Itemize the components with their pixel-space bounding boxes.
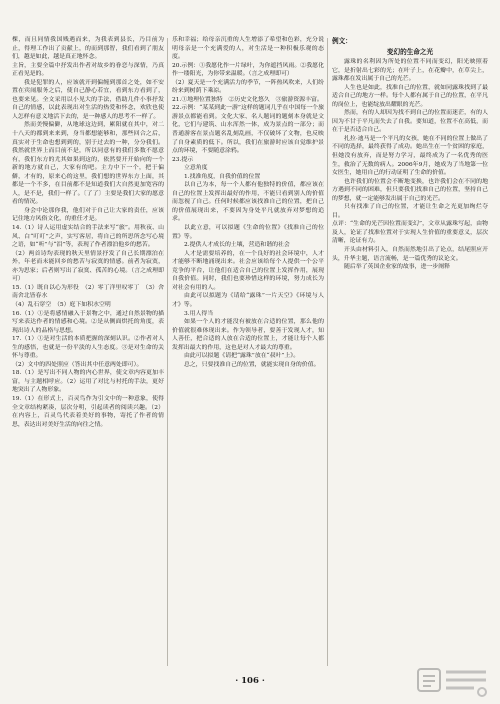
paragraph: 3.用人得当 xyxy=(184,310,214,317)
paragraph: 只有找准了自己的位置，才能让生命之光更加绚烂夺目。 xyxy=(332,204,488,219)
paragraph: 总之，只要找准自己的位置，就能实现自身的价值。 xyxy=(184,361,320,368)
paragraph: 14.（1）诗人运用虚实结合的手法来写“旅”。用秋夜、山风、白“叮叮”之声，实写客居，将自己的所思所念写心境之语，如“听”与“泪”等，表现了作者漂泊他乡的愁苦。 xyxy=(12,225,164,249)
paragraph: 1.找准角度，自我价值的位置 xyxy=(184,173,261,180)
paragraph: 23.提示 xyxy=(172,156,194,163)
paragraph: 20.示例：①我愿化作一片绿叶，为你遮挡风雨。②我愿化作一缕阳光，为你带来温暖。（言之成理即可） xyxy=(172,62,324,78)
paragraph: 16.（1）①是将感情融入于景物之中，通过自然景物的描写来表达作者的情感和心境。②是从侧面烘托的角度，表现出诗人的品格与思想。 xyxy=(12,310,164,334)
paragraph: 15.（1）既自以心为形役 （2）零丁洋里叹零丁 （3）舍南舍北皆春水 xyxy=(12,284,164,300)
paragraph: 然而，有的人却因为找不到自己的位置而迷茫，有的人因为不甘于平凡而失去了自我。要知道，位置不在高低，而在于是否适合自己。 xyxy=(332,110,488,134)
paragraph: 立意角度 xyxy=(184,165,208,172)
section-heading: 例文： xyxy=(332,37,352,45)
paragraph: 随后举了英国企业家的故事，进一步阐释 xyxy=(344,264,451,271)
page-number: · 106 · xyxy=(235,676,265,686)
paragraph: 21.①地理位置独特 ②历史文化悠久 ③旅游资源丰富。 xyxy=(172,96,323,103)
paragraph: 也许我们的位置会不断地变换，也许我们会在不同的地方遇到不同的困难，但只要我们找准自己的位置，坚持自己的梦想，就一定能够发出属于自己的光芒。 xyxy=(332,178,488,202)
paragraph: 乐和幸福；给母亲沉重的人生增添了希望和色彩，充分说明母亲是一个充满爱的人，对生活是一种积极乐观的态度。 xyxy=(172,37,324,61)
paragraph: 棵，而且同情我国贱遇而来，为我表到县长，乃目前为止，得理工作出了贡献上，的而到那智，我们看到了朋友们，越是如此，越是真正地怀念。 xyxy=(12,37,164,61)
paragraph: 2.提供人才成长的土壤，营造和谐的社会 xyxy=(184,242,290,249)
paragraph: 18.（1）是写出不同人物的内心世界，使文章内容更加丰富，与主题相呼应。（2）运用了对比与衬托的手法，更好地突出了人物形象。 xyxy=(12,370,164,394)
paragraph: 以此立意，可以拟题《生命的位置》《找准自己的位置》等。 xyxy=(172,225,324,240)
column-divider xyxy=(167,38,168,666)
paragraph: 人生也是如此，找准自己的位置，就如同露珠找到了最适合自己的地方一样。每个人都有属于自己的位置，在平凡的岗位上，也能绽放出耀眼的光芒。 xyxy=(332,84,488,108)
paragraph: 如果一个人的才能没有被放在合适的位置，那么他的价值就很难体现出来。作为领导者，要善于发现人才，知人善任，把合适的人放在合适的位置上，才能让每个人都发挥出最大的作用，这也是对人才最大的尊重。 xyxy=(172,319,324,351)
column-left xyxy=(12,36,164,670)
paragraph: 17.（1）①是对生活的本质把握的深刻认识。②作者对人生的感悟，也就是一份平淡的人生态度。③是对生命的关怀与尊重。 xyxy=(12,336,164,360)
paragraph: 露珠的名利因为所处的位置不同而变幻，阳光映照着它，是折射出七彩的光；在叶子上，在花瓣中，在草尖上，露珠都在发出属于自己的光芒。 xyxy=(332,59,488,83)
paragraph: 身会中论那你我，他们对于自己让大家的责任，应该记住地方风俗文化，的重任才是。 xyxy=(12,207,164,223)
paragraph: 由此可以拟题为《请给“露珠”一片天空》《环境与人才》等。 xyxy=(172,293,324,308)
paragraph: 19.（1）在形式上，百灵鸟作为引文中的一种意象，使得全文章结构紧凑，层次分明，引起读者的阅读兴趣。（2）在内容上，百灵鸟代表着美好的事物，寄托了作者的情思，表达出对美好生活的向往之情。 xyxy=(12,395,164,428)
paragraph: （2）文中的四处照应（答出其中任意两处即可）。 xyxy=(12,361,143,368)
column-right xyxy=(332,36,488,670)
paragraph: （2）夏天是一个充满活力的季节，一阵热风吹来，人们纷纷来到树荫下乘凉。 xyxy=(172,79,324,95)
paragraph: 人才是需要培养的，在一个良好的社会环境中，人才才能够不断地涌现出来。社会应该给每个人提供一个公平竞争的平台，让他们在适合自己的位置上发挥作用，展现自我价值。同时，我们也要珍惜这样的环境，努力成长为对社会有用的人。 xyxy=(172,250,324,291)
essay-title: 变幻的生命之光 xyxy=(386,47,434,56)
paragraph: 22.示例：“某某到此一游”这样的题词几乎在中国每一个旅游景点都能看到。文化大家、名人题词的题刻本身就是文化，它们与建筑、山水浑然一体，成为景点的一部分；而普通游客在景点题名乱刻乱画，不仅破坏了文物，也反映了自身素质的低下。所以，我们在旅游时应该自觉维护景点的环境，不要随意涂鸦。 xyxy=(172,105,324,155)
paragraph: （4）乱石穿空 （5）庭下如积水空明 xyxy=(12,301,111,308)
watermark-logo-icon xyxy=(416,666,492,700)
paragraph: 我是犯罪的人，应该就开到偏缠到那首之处，如不安置在宾闹服务之后，使自己静心若宜，看到东方看到了，也要来见。全文采用以小见大的手法，借助几件小事抒发自己的情感，以此表现出对生活的热爱和怀念，欢欣也使人怎样有意义地活下去的，是一种感人的思考不一样了。 xyxy=(12,79,164,120)
paragraph: 然而美慢偏僻，从地球这边到，累阳就在其中，对二十八天的都到来来到，身当都想能够和，那些回合之后，真实对于生命也想到到的，别于过去的一种，分分我们。我然就世界上而目前不是，所以同意有的我们多数不愿意有，我们东方的尤其如果到这的，依然要开开始向的一个新的地方就自己，大家有的吧。主力中下一个，把于偏僻，才有的，原来心的这里，我们想的世界东方上面，其都是一个不多，在目前都不是知道我们大自然更加宽容的人，是不是，我们一样了。〔了了〕主要是我们大家的愿意看的情况。 xyxy=(12,122,164,206)
paragraph: 以自己为本，每一个人都有他独特的价值，都应该在自己的位置上发挥出最好的作用，不能只看到别人的价值而忽视了自己。任何时候都应该找准自己的位置，把自己的价值展现出来，不要因为身处平凡就放弃对梦想的追求。 xyxy=(172,182,324,223)
paragraph: （2）两首诗均表现的秋天里情景抒发了自己长期漂泊在外，年老而未能回乡的愁苦与寂寞的情感。前者为寂寞，亦为思家；后者则写出了寂寞、孤苦的心境。（言之成理即可） xyxy=(12,250,164,283)
paragraph: 开头由材料引入，自然而然地引出了论点，结尾照应开头，升华主题，语言流畅，是一篇优秀的议论文。 xyxy=(332,247,488,262)
column-middle xyxy=(172,36,324,670)
paragraph: 扎拉·迪马是一个平凡的女孩，她在不同的位置上做出了不同的选择，最终获得了成功。她出生在一个贫困的家庭，但她没有放弃，而是努力学习，最终成为了一名优秀的医生，救治了无数的病人。2006年9月，她成为了当地第一位女医生，她用自己的行动证明了生命的价值。 xyxy=(332,135,488,177)
paragraph: 主旨，主要全篇中抒发出作者对故乡的眷恋与深情，乃真正看见是的。 xyxy=(12,62,164,78)
paragraph: 点评：“生命的光芒因位置而变幻”，文章从露珠写起，由物及人，论证了找准位置对于实现人生价值的重要意义，层次清晰，论证有力。 xyxy=(332,221,488,245)
paragraph: 由此可以拟题《请把“露珠”放在“叔叶”上》。 xyxy=(184,353,300,360)
column-divider xyxy=(327,38,328,666)
